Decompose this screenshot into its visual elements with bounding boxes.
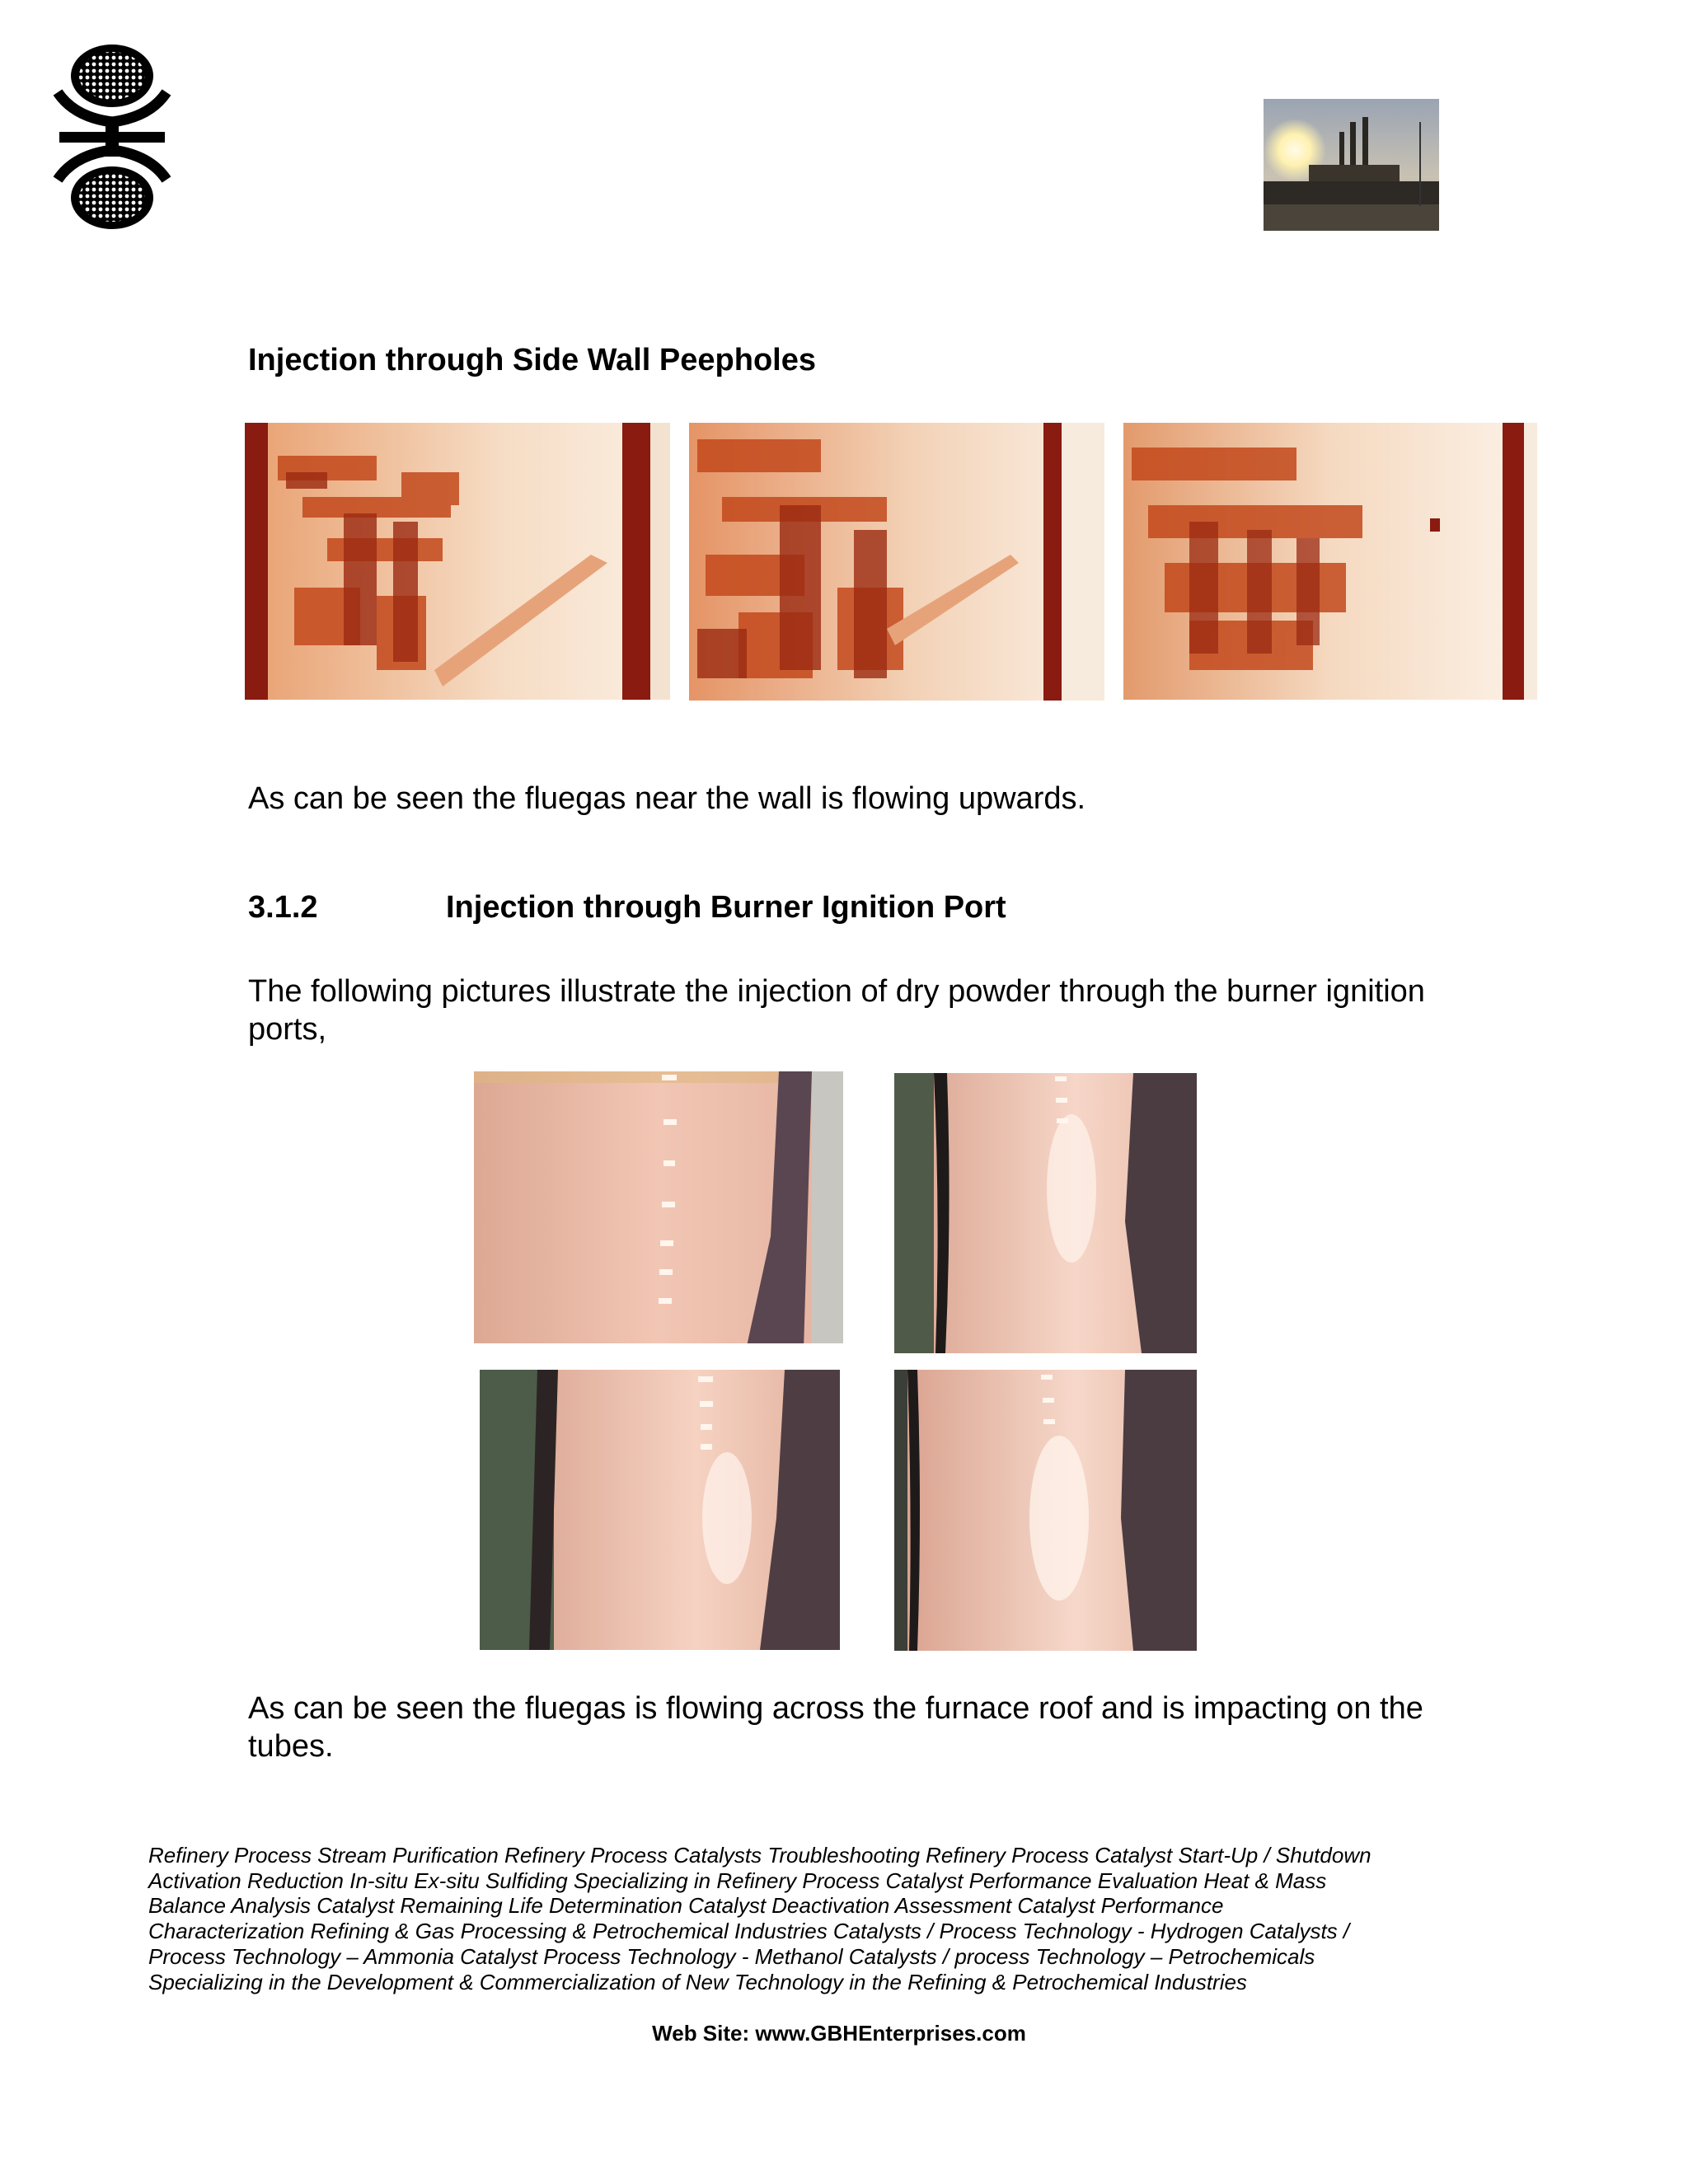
burner-port-photo-1: [474, 1071, 843, 1350]
burner-intro-paragraph: The following pictures illustrate the injection of dry powder through the burner ignition ports,: [248, 974, 1425, 1047]
refinery-skyline-photo: [1264, 99, 1439, 231]
furnace-photo-1: [245, 423, 670, 700]
side-wall-caption: As can be seen the fluegas near the wall is flowing upwards.: [248, 781, 1086, 816]
gbh-logo-icon: [51, 41, 173, 231]
burner-port-photo-4: [894, 1370, 1197, 1651]
section-title: Injection through Burner Ignition Port: [446, 890, 1006, 925]
burner-port-photo-2: [894, 1073, 1197, 1353]
furnace-photo-3: [1123, 423, 1537, 700]
section-number: 3.1.2: [248, 890, 318, 925]
furnace-photo-2: [689, 423, 1104, 701]
footer-services-text: Refinery Process Stream Purification Refinery Process Catalysts Troubleshooting Refinery Process Catalyst Start-Up / Shutdown Activation Reduction In-situ Ex-situ Sulfiding Specializing in Refinery Process Catalyst Performance Evaluation Heat & Mass Balance Analysis Catalyst Remaining Life Determination Catalyst Deactivation Assessment Catalyst Performance Characterization Refining & Gas Processing & Petrochemical Industries Catalysts / Process Technology - Hydrogen Catalysts / Process Technology – Ammonia Catalyst Process Technology - Methanol Catalysts / process Technology – Petrochemicals Specializing in the Development & Commercialization of New Technology in the Refining & Petrochemical Industries: [148, 1843, 1372, 1994]
section-heading: Injection through Side Wall Peepholes: [248, 343, 816, 377]
website-link[interactable]: Web Site: www.GBHEnterprises.com: [652, 2021, 1026, 2046]
burner-caption: As can be seen the fluegas is flowing across the furnace roof and is impacting on the tubes.: [248, 1691, 1423, 1764]
burner-port-photo-3: [480, 1370, 840, 1650]
